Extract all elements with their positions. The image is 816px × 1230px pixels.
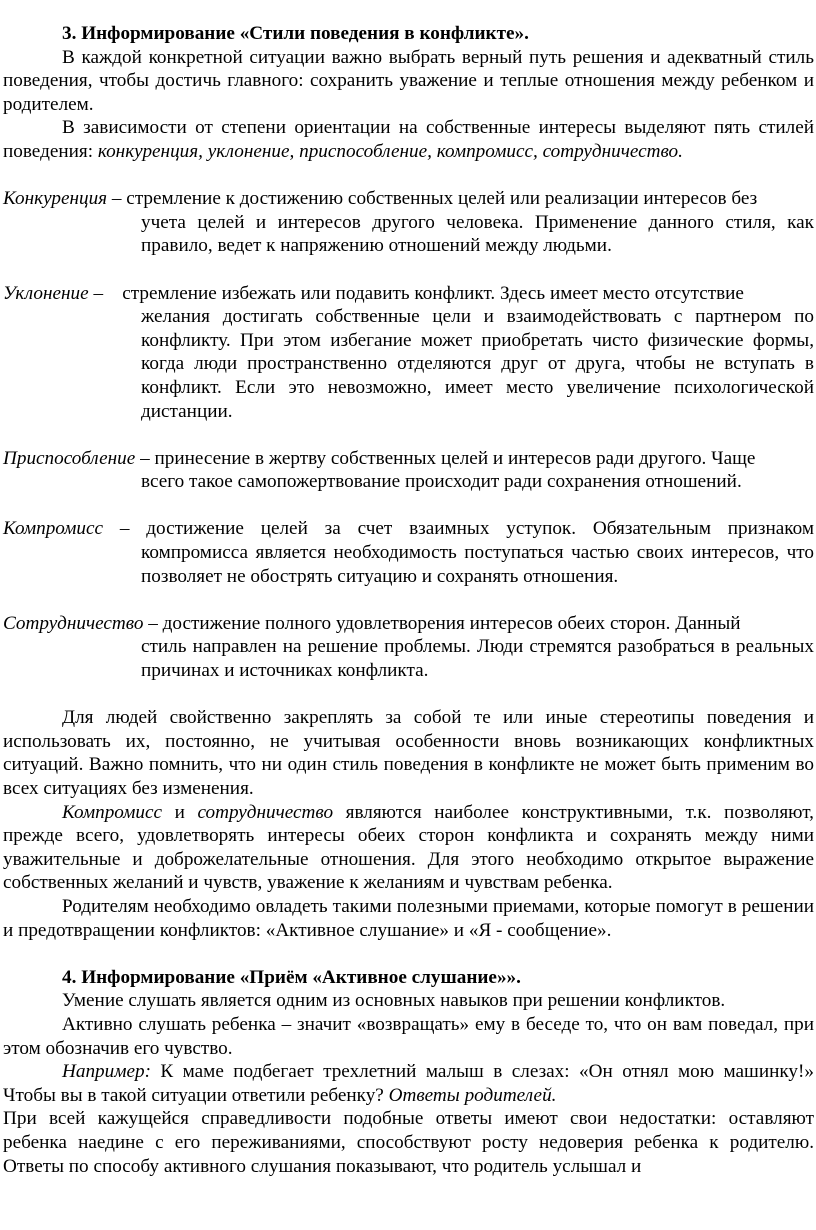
section-3-heading: 3. Информирование «Стили поведения в конфликте». (62, 23, 529, 44)
section-3-paragraph-1: В каждой конкретной ситуации важно выбрать верный путь решения и адекватный стиль поведения, чтобы достичь главного: сохранить уважение и теплые отношения между ребенком и родителем. (3, 46, 814, 115)
section-4-heading: 4. Информирование «Приём «Активное слушание»». (62, 966, 521, 988)
section-3-paragraph-4 (3, 801, 814, 895)
definition-rest: учета целей и интересов другого человека. Применение данного стиля, как правило, ведет к напряжению отношений между людьми. (141, 211, 814, 257)
definition-competition (3, 187, 814, 258)
term-dash: – (103, 518, 147, 540)
cooperation-italic: сотрудничество (197, 801, 334, 823)
term-dash: – (88, 282, 123, 304)
definition-first-line: принесение в жертву собственных целей и интересов ради другого. Чаще (154, 447, 756, 469)
definition-first-line: стремление к достижению собственных целей или реализации интересов без (126, 188, 758, 210)
example-label: Например: (62, 1061, 151, 1083)
section-4-paragraph-1: Умение слушать является одним из основных навыков при решении конфликтов. (62, 990, 726, 1012)
compromise-italic: Компромисс (62, 801, 163, 823)
definition-rest: стиль направлен на решение проблемы. Люди стремятся разобраться в реальных причинах и источниках конфликта. (141, 636, 814, 682)
definition-cooperation (3, 612, 814, 683)
term-avoidance: Уклонение (3, 282, 89, 304)
section-3-paragraph-2 (3, 116, 814, 163)
section-4-paragraph-2: Активно слушать ребенка – значит «возвращать» ему в беседе то, что он вам поведал, при этом обозначив его чувство. (3, 1013, 814, 1059)
definition-compromise (3, 517, 814, 588)
definition-avoidance (3, 282, 814, 424)
definition-accommodation (3, 447, 814, 494)
term-cooperation: Сотрудничество (3, 612, 144, 634)
term-accommodation: Приспособление (3, 447, 136, 469)
definition-first-line: достижение целей за счет взаимных уступок. Обязательным признаком (146, 518, 815, 540)
conjunction-text: и (162, 801, 198, 823)
section-4-paragraph-4: При всей кажущейся справедливости подобные ответы имеют свои недостатки: оставляют ребенка наедине с его переживаниями, способствуют росту недоверия ребенка к родителю. Ответы по способу активного слушания показывают, что родитель услышал и (3, 1108, 814, 1177)
example-text: К маме подбегает трехлетний малыш в слезах: «Он отнял мою машинку!» Чтобы вы в такой ситуации ответили ребенку? (3, 1061, 814, 1106)
definition-rest: желания достигать собственные цели и взаимодействовать с партнером по конфликту. При этом избегание может приобретать чисто физические формы, когда люди пространственно отделяются друг от друга, чтобы не вступать в конфликт. Если это невозможно, имеет место увеличение психологической дистанции. (141, 306, 814, 422)
section-4-paragraph-3 (3, 1060, 814, 1107)
paragraph-4-text: являются наиболее конструктивными, т.к. позволяют, прежде всего, удовлетворять интересы обеих сторон конфликта и сохранять между ними уважительные и доброжелательные отношения. Для этого необходимо открытое выражение собственных желаний и чувств, уважение к желаниям и чувствам ребенка. (3, 801, 814, 894)
definition-first-line: стремление избежать или подавить конфликт. Здесь имеет место отсутствие (122, 282, 744, 304)
definition-rest: всего такое самопожертвование происходит ради сохранения отношений. (141, 471, 742, 493)
section-3-paragraph-5: Родителям необходимо овладеть такими полезными приемами, которые помогут в решении и предотвращении конфликтов: «Активное слушание» и «Я - сообщение». (3, 895, 814, 941)
parents-answers-label: Ответы родителей. (388, 1084, 557, 1106)
term-dash: – (107, 188, 127, 210)
term-competition: Конкуренция (3, 188, 108, 210)
definition-first-line: достижение полного удовлетворения интересов обеих сторон. Данный (162, 612, 741, 634)
section-3-paragraph-3: Для людей свойственно закреплять за собой те или иные стереотипы поведения и использовать их, постоянно, не учитывая особенности вновь возникающих конфликтных ситуаций. Важно помнить, что ни один стиль поведения в конфликте не может быть применим во всех ситуациях без изменения. (3, 707, 814, 799)
styles-list: конкуренция, уклонение, приспособление, компромисс, сотрудничество. (97, 140, 683, 162)
styles-intro-text: В зависимости от степени ориентации на собственные интересы выделяют пять стилей поведения: (3, 117, 814, 162)
term-compromise: Компромисс (3, 518, 104, 540)
definition-rest: компромисса является необходимость поступаться частью своих интересов, что позволяет не обострять ситуацию и сохранять отношения. (141, 542, 814, 587)
term-dash: – (143, 612, 163, 634)
term-dash: – (135, 447, 155, 469)
